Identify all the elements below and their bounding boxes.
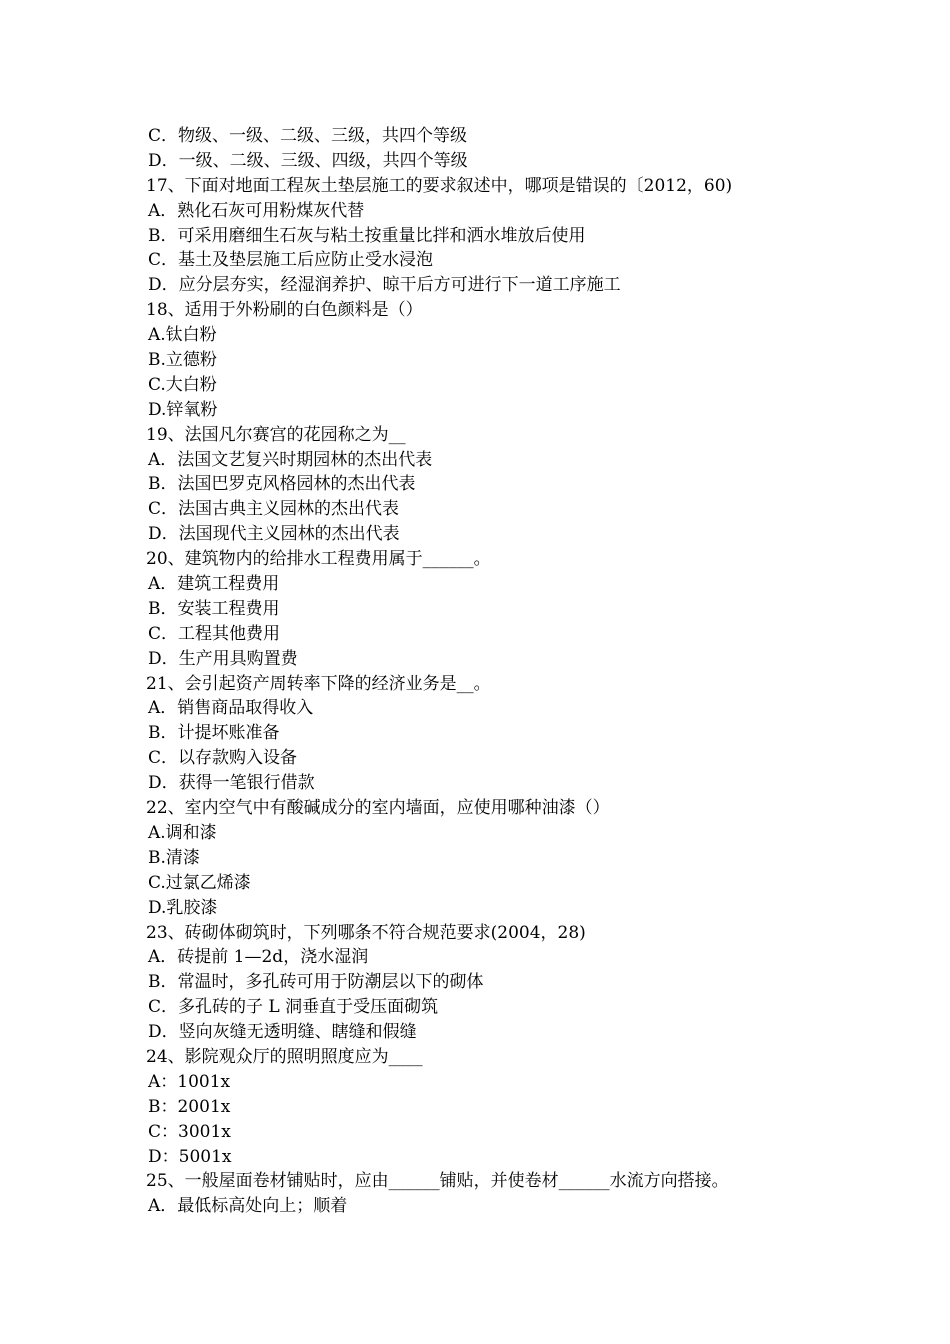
answer-option: B.立德粉 bbox=[148, 350, 217, 371]
answer-option: C.过氯乙烯漆 bbox=[148, 872, 251, 893]
answer-option: D：5001x bbox=[148, 1146, 232, 1167]
answer-option: B．常温时，多孔砖可用于防潮层以下的砌体 bbox=[148, 972, 484, 993]
answer-option: C．法国古典主义园林的杰出代表 bbox=[148, 499, 400, 520]
question-text: 18、适用于外粉刷的白色颜料是（） bbox=[146, 300, 423, 321]
question-text: 25、一般屋面卷材铺贴时，应由______铺贴，并使卷材______水流方向搭接。 bbox=[146, 1171, 729, 1192]
answer-option: C：3001x bbox=[148, 1121, 231, 1142]
answer-option: D.锌氧粉 bbox=[148, 399, 218, 420]
answer-option: D．竖向灰缝无透明缝、瞎缝和假缝 bbox=[148, 1022, 417, 1043]
answer-option: B：2001x bbox=[148, 1096, 231, 1117]
answer-option: A．销售商品取得收入 bbox=[148, 698, 314, 719]
answer-option: D．生产用具购置费 bbox=[148, 648, 298, 669]
answer-option: A．砖提前 1—2d，浇水湿润 bbox=[148, 947, 369, 968]
answer-option: C．以存款购入设备 bbox=[148, 748, 298, 769]
question-text: 19、法国凡尔赛宫的花园称之为__ bbox=[146, 424, 406, 445]
answer-option: A．最低标高处向上；顺着 bbox=[148, 1196, 348, 1217]
question-text: 20、建筑物内的给排水工程费用属于______。 bbox=[146, 549, 491, 570]
answer-option: A．熟化石灰可用粉煤灰代替 bbox=[148, 200, 365, 221]
answer-option: B.清漆 bbox=[148, 847, 200, 868]
answer-option: C．基土及垫层施工后应防止受水浸泡 bbox=[148, 250, 434, 271]
answer-option: B．计提坏账准备 bbox=[148, 723, 280, 744]
answer-option: A：1001x bbox=[148, 1071, 231, 1092]
question-text: 22、室内空气中有酸碱成分的室内墙面，应使用哪种油漆（） bbox=[146, 798, 610, 819]
answer-option: B．可采用磨细生石灰与粘土按重量比拌和洒水堆放后使用 bbox=[148, 225, 586, 246]
answer-option: B．法国巴罗克风格园林的杰出代表 bbox=[148, 474, 416, 495]
answer-option: A.钛白粉 bbox=[148, 325, 217, 346]
answer-option: D．应分层夯实，经湿润养护、晾干后方可进行下一道工序施工 bbox=[148, 275, 621, 296]
answer-option: D.乳胶漆 bbox=[148, 897, 218, 918]
exam-question-list bbox=[146, 124, 846, 1219]
answer-option: A．法国文艺复兴时期园林的杰出代表 bbox=[148, 449, 433, 470]
question-text: 21、会引起资产周转率下降的经济业务是__。 bbox=[146, 673, 491, 694]
answer-option: C．多孔砖的子 L 洞垂直于受压面砌筑 bbox=[148, 997, 439, 1018]
answer-option: D．法国现代主义园林的杰出代表 bbox=[148, 524, 400, 545]
answer-option: C．工程其他费用 bbox=[148, 623, 281, 644]
question-text: 23、砖砌体砌筑时，下列哪条不符合规范要求(2004，28) bbox=[146, 922, 586, 943]
answer-option: D．一级、二级、三级、四级，共四个等级 bbox=[148, 150, 468, 171]
question-text: 17、下面对地面工程灰土垫层施工的要求叙述中，哪项是错误的〔2012，60) bbox=[146, 175, 733, 196]
answer-option: D．获得一笔银行借款 bbox=[148, 773, 315, 794]
answer-option: C.大白粉 bbox=[148, 374, 217, 395]
answer-option: A．建筑工程费用 bbox=[148, 574, 280, 595]
question-text: 24、影院观众厅的照明照度应为____ bbox=[146, 1046, 423, 1067]
answer-option: B．安装工程费用 bbox=[148, 598, 280, 619]
answer-option: C．物级、一级、二级、三级，共四个等级 bbox=[148, 126, 468, 146]
answer-option: A.调和漆 bbox=[148, 822, 217, 843]
